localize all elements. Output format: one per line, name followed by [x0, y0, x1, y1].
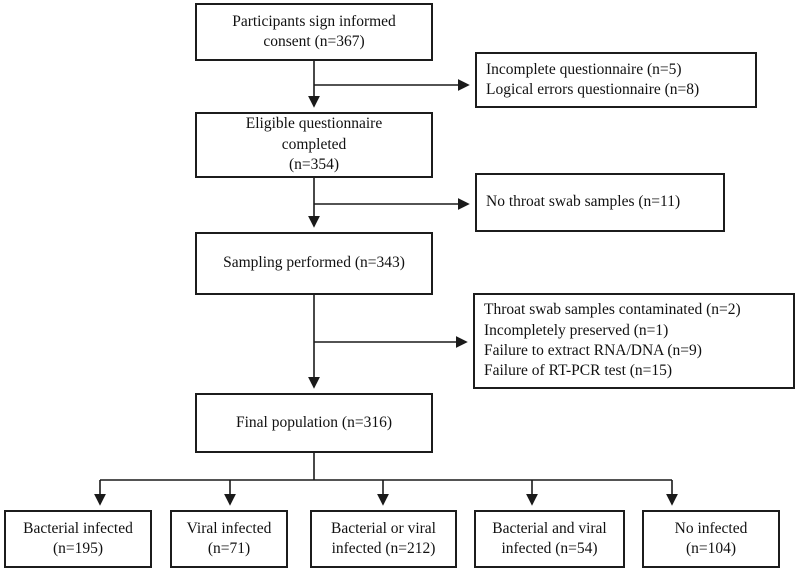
outcome-box-bacterial-and-viral	[474, 510, 625, 568]
exclusion-box-questionnaire	[475, 52, 757, 108]
flow-box-eligible	[195, 112, 433, 178]
outcome-no-infected-line-1: No infected	[674, 519, 748, 537]
flow-box-final-population	[195, 393, 433, 453]
exclusion-questionnaire-line-1: Incomplete questionnaire (n=5)	[486, 60, 682, 78]
outcome-box-viral-infected	[170, 510, 288, 568]
outcome-viral-line-2: (n=71)	[207, 540, 251, 557]
outcome-box-bacterial-infected	[4, 510, 152, 568]
outcome-bacterial-line-2: (n=195)	[52, 540, 104, 557]
flow-box-consent	[195, 3, 433, 61]
exclusion-questionnaire-line-2: Logical errors questionnaire (n=8)	[486, 81, 700, 98]
exclusion-laboratory-line-2: Incompletely preserved (n=1)	[484, 321, 669, 339]
exclusion-laboratory-line-3: Failure to extract RNA/DNA (n=9)	[484, 342, 702, 359]
flow-box-consent-line-2: consent (n=367)	[263, 33, 365, 50]
outcome-bacterial-or-viral-line-1: Bacterial or viral	[330, 519, 436, 537]
outcome-bacterial-or-viral-line-2: infected (n=212)	[331, 540, 436, 557]
exclusion-box-no-swab	[475, 173, 725, 232]
flow-box-final-population-line-1: Final population (n=316)	[236, 413, 392, 431]
flow-box-sampling-line-1: Sampling performed (n=343)	[223, 254, 405, 272]
outcome-bacterial-and-viral-line-1: Bacterial and viral	[492, 519, 607, 537]
flow-box-eligible-line-3: (n=354)	[288, 156, 340, 174]
exclusion-laboratory-line-4: Failure of RT-PCR test (n=15)	[484, 362, 673, 380]
flow-box-sampling	[195, 232, 433, 295]
flow-box-consent-line-1: Participants sign informed	[232, 12, 396, 30]
exclusion-no-swab-line-1: No throat swab samples (n=11)	[486, 193, 681, 211]
exclusion-box-laboratory	[473, 293, 795, 389]
outcome-no-infected-line-2: (n=104)	[685, 540, 737, 557]
flow-box-eligible-line-2: completed	[281, 135, 347, 153]
outcome-box-bacterial-or-viral	[310, 510, 457, 568]
flow-box-eligible-line-1: Eligible questionnaire	[245, 115, 383, 133]
outcome-viral-line-1: Viral infected	[186, 519, 272, 537]
outcome-bacterial-and-viral-line-2: infected (n=54)	[501, 540, 598, 557]
exclusion-laboratory-line-1: Throat swab samples contaminated (n=2)	[484, 301, 741, 319]
outcome-box-no-infected	[642, 510, 780, 568]
outcome-bacterial-line-1: Bacterial infected	[23, 519, 133, 537]
